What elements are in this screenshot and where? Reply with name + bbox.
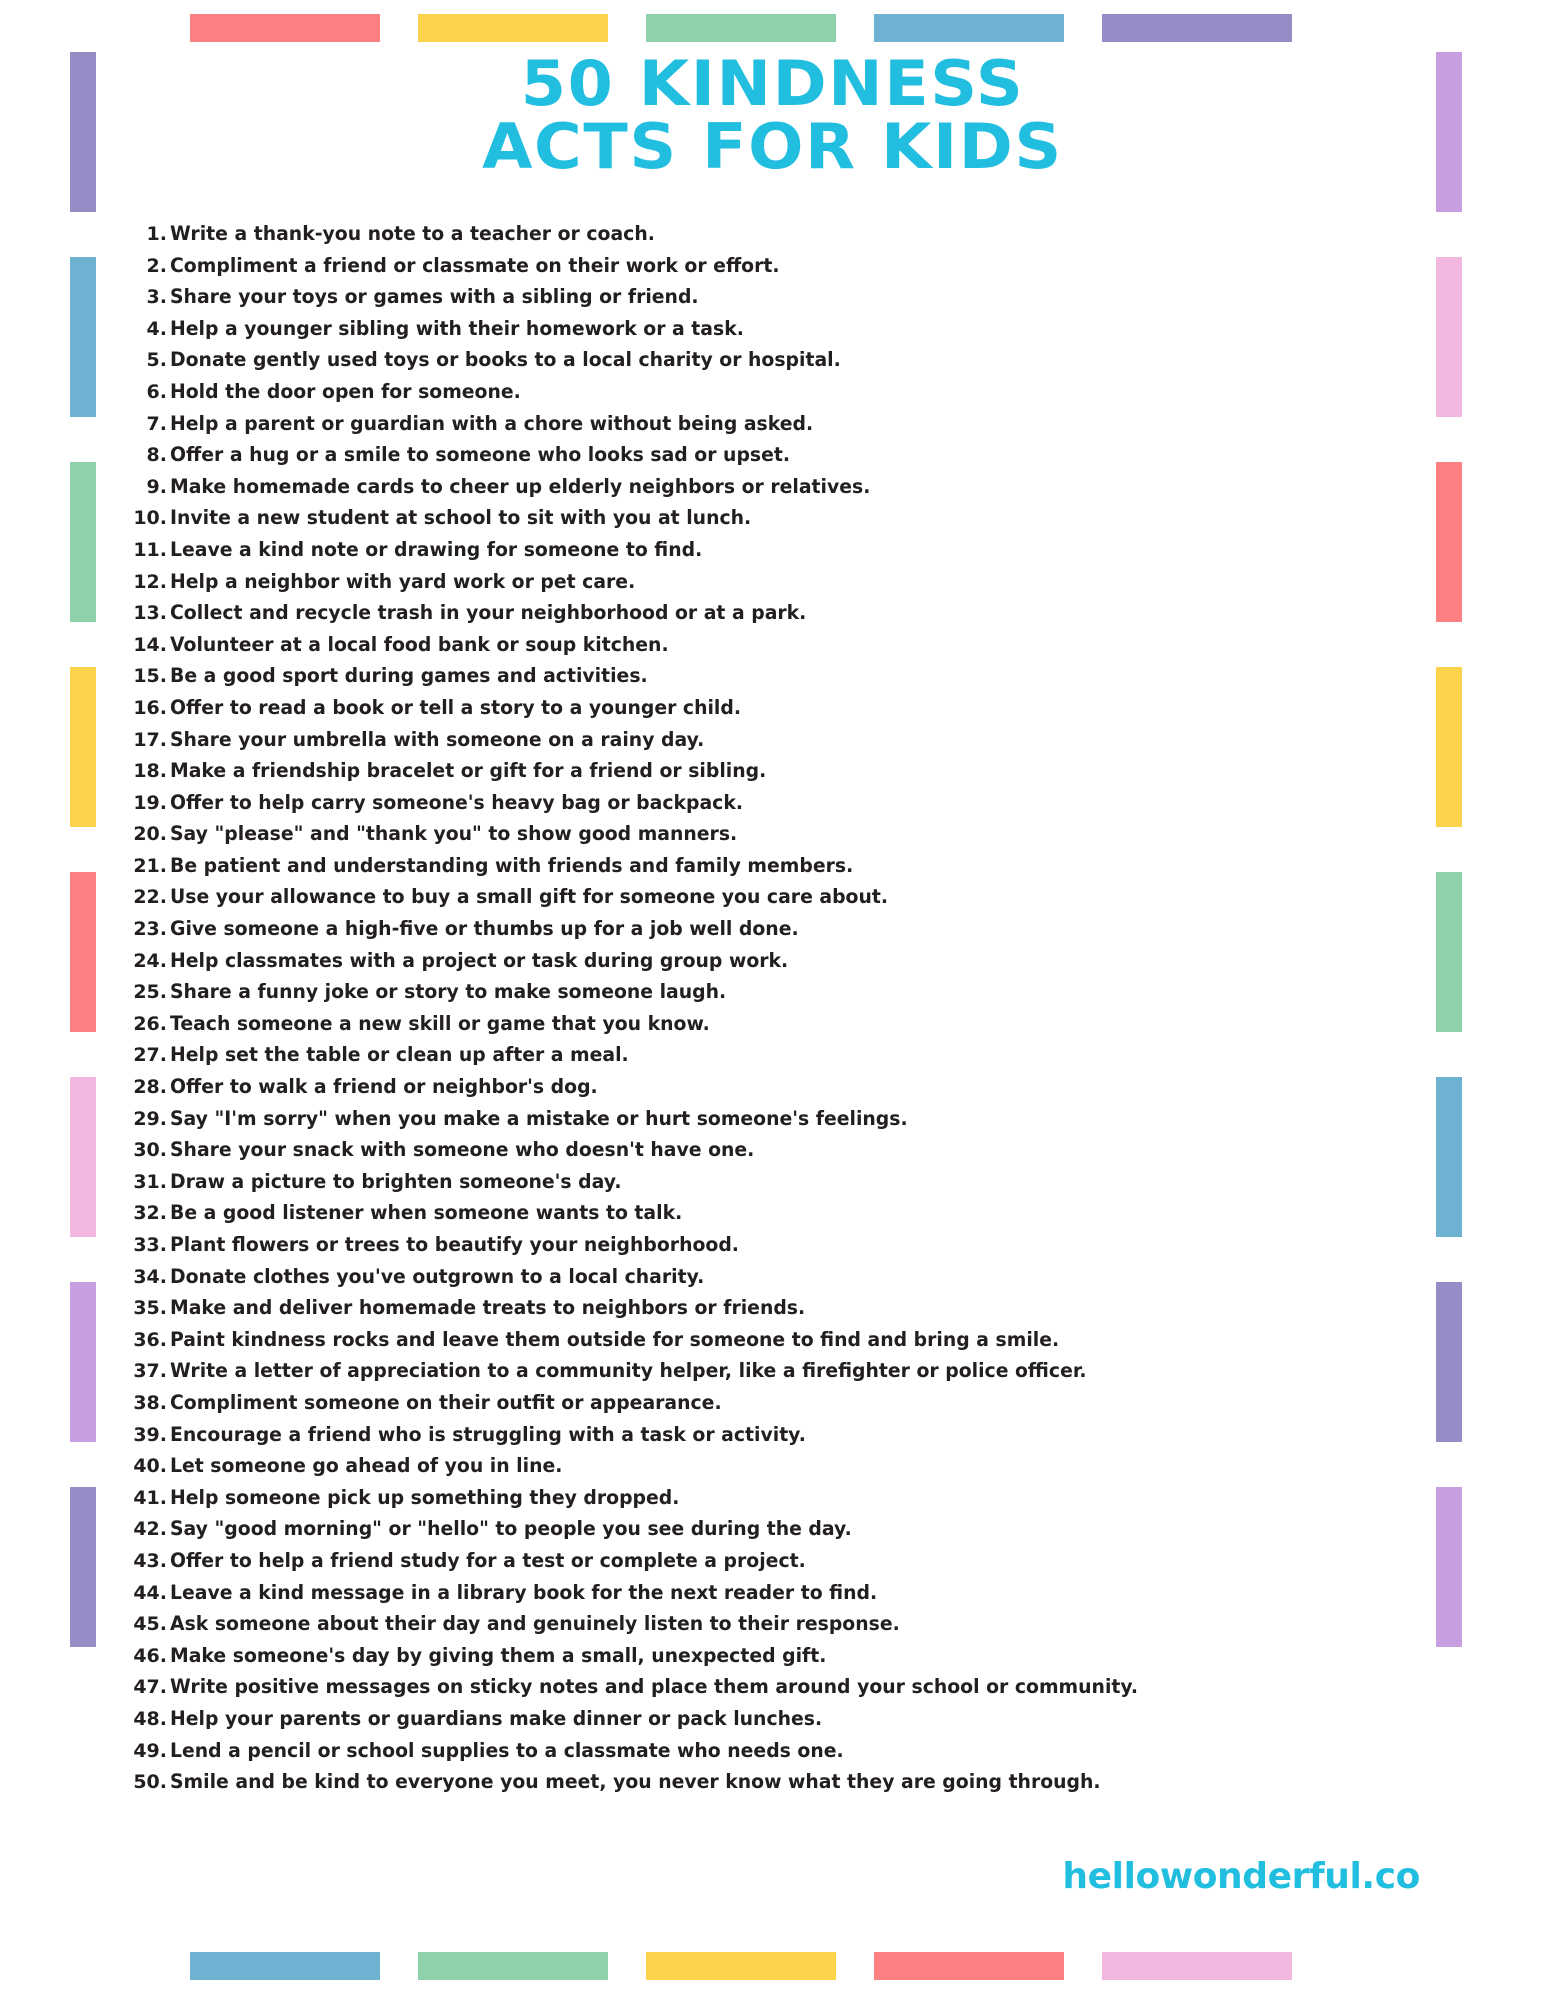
list-item (128, 1486, 1418, 1518)
list-item (128, 728, 1418, 760)
list-item-number: 38 . (128, 1392, 170, 1414)
list-item (128, 885, 1418, 917)
list-item-number: 36 . (128, 1329, 170, 1351)
list-item-number: 42 . (128, 1518, 170, 1540)
right-color-bar-3 (1436, 462, 1462, 622)
list-item-number: 37 . (128, 1360, 170, 1382)
list-item-number: 16 . (128, 697, 170, 719)
list-item (128, 1675, 1418, 1707)
list-item-number: 31 . (128, 1171, 170, 1193)
list-item (128, 917, 1418, 949)
list-item (128, 1581, 1418, 1613)
list-item-number: 10 . (128, 507, 170, 529)
list-item (128, 1707, 1418, 1739)
left-decorative-bar-column (66, 0, 100, 2000)
list-item-text: Offer to walk a friend or neighbor's dog. (170, 1075, 598, 1099)
list-item (128, 1612, 1418, 1644)
list-item (128, 1359, 1418, 1391)
list-item-number: 23 . (128, 918, 170, 940)
bottom-color-bar-4 (874, 1952, 1064, 1980)
left-color-bar-7 (70, 1282, 96, 1442)
bottom-color-bar-1 (190, 1952, 380, 1980)
list-item (128, 1296, 1418, 1328)
list-item-text: Compliment a friend or classmate on their work or effort. (170, 253, 780, 277)
list-item (128, 1107, 1418, 1139)
list-item-text: Offer a hug or a smile to someone who looks sad or upset. (170, 443, 791, 467)
list-item-text: Compliment someone on their outfit or appearance. (170, 1390, 722, 1414)
list-item (128, 412, 1418, 444)
list-item-text: Plant flowers or trees to beautify your neighborhood. (170, 1233, 739, 1256)
list-item-number: 27 . (128, 1044, 170, 1066)
list-item (128, 664, 1418, 696)
list-item-number: 13 . (128, 602, 170, 624)
top-color-bar-3 (646, 14, 836, 42)
list-item-text: Make a friendship bracelet or gift for a friend or sibling. (170, 759, 767, 783)
list-item-number: 7 . (128, 413, 170, 435)
list-item-number: 2 . (128, 255, 170, 277)
top-decorative-bar-row (0, 14, 1545, 44)
list-item-number: 43 . (128, 1550, 170, 1572)
list-item-number: 34 . (128, 1266, 170, 1288)
list-item-text: Say "I'm sorry" when you make a mistake or hurt someone's feelings. (170, 1106, 908, 1130)
list-item-text: Teach someone a new skill or game that you know. (170, 1011, 710, 1035)
right-color-bar-2 (1436, 257, 1462, 417)
list-item-text: Say "good morning" or "hello" to people you see during the day. (170, 1517, 852, 1541)
list-item (128, 570, 1418, 602)
list-item-number: 20 . (128, 823, 170, 845)
list-item (128, 1138, 1418, 1170)
bottom-color-bar-2 (418, 1952, 608, 1980)
list-item (128, 538, 1418, 570)
list-item-number: 1 . (128, 223, 170, 245)
list-item-text: Share your snack with someone who doesn't have one. (170, 1138, 755, 1162)
list-item-number: 18 . (128, 760, 170, 782)
list-item-number: 47 . (128, 1676, 170, 1698)
list-item-text: Paint kindness rocks and leave them outside for someone to find and bring a smile. (170, 1327, 1060, 1351)
top-color-bar-4 (874, 14, 1064, 42)
list-item-text: Lend a pencil or school supplies to a classmate who needs one. (170, 1738, 844, 1762)
list-item-number: 45 . (128, 1613, 170, 1635)
right-color-bar-7 (1436, 1282, 1462, 1442)
top-color-bar-1 (190, 14, 380, 42)
list-item-number: 22 . (128, 886, 170, 908)
list-item-text: Volunteer at a local food bank or soup kitchen. (170, 632, 669, 656)
list-item-text: Offer to help carry someone's heavy bag or backpack. (170, 790, 743, 814)
list-item-number: 32 . (128, 1202, 170, 1224)
list-item (128, 285, 1418, 317)
list-item (128, 317, 1418, 349)
left-color-bar-3 (70, 462, 96, 622)
list-item (128, 1170, 1418, 1202)
list-item (128, 1739, 1418, 1771)
list-item (128, 1043, 1418, 1075)
list-item (128, 1075, 1418, 1107)
list-item-text: Donate gently used toys or books to a local charity or hospital. (170, 348, 841, 372)
list-item (128, 1201, 1418, 1233)
list-item-text: Make homemade cards to cheer up elderly neighbors or relatives. (170, 474, 871, 498)
list-item-number: 8 . (128, 444, 170, 466)
kindness-acts-list-container (128, 222, 1418, 1802)
list-item-number: 21 . (128, 855, 170, 877)
list-item (128, 506, 1418, 538)
list-item-text: Help set the table or clean up after a meal. (170, 1043, 629, 1067)
list-item-number: 50 . (128, 1771, 170, 1793)
list-item-text: Ask someone about their day and genuinely listen to their response. (170, 1612, 900, 1636)
list-item-number: 35 . (128, 1297, 170, 1319)
list-item (128, 348, 1418, 380)
list-item-text: Donate clothes you've outgrown to a local charity. (170, 1264, 705, 1288)
list-item-text: Give someone a high-five or thumbs up for a job well done. (170, 917, 799, 941)
title-line-2: ACTS FOR KIDS (482, 110, 1063, 184)
right-color-bar-6 (1436, 1077, 1462, 1237)
list-item (128, 475, 1418, 507)
list-item-number: 17 . (128, 729, 170, 751)
list-item-text: Make someone's day by giving them a small, unexpected gift. (170, 1643, 827, 1667)
left-color-bar-4 (70, 667, 96, 827)
right-color-bar-8 (1436, 1487, 1462, 1647)
list-item-number: 24 . (128, 950, 170, 972)
list-item-text: Invite a new student at school to sit with you at lunch. (170, 506, 752, 530)
list-item (128, 222, 1418, 254)
list-item (128, 854, 1418, 886)
list-item (128, 1233, 1418, 1265)
list-item-text: Be a good listener when someone wants to talk. (170, 1201, 683, 1225)
list-item-number: 44 . (128, 1582, 170, 1604)
list-item-text: Write positive messages on sticky notes and place them around your school or community. (170, 1675, 1139, 1699)
list-item-text: Help your parents or guardians make dinner or pack lunches. (170, 1706, 823, 1730)
list-item-text: Use your allowance to buy a small gift for someone you care about. (170, 885, 889, 909)
list-item-text: Offer to read a book or tell a story to a younger child. (170, 695, 741, 719)
top-color-bar-2 (418, 14, 608, 42)
left-color-bar-2 (70, 257, 96, 417)
list-item (128, 1328, 1418, 1360)
list-item-number: 25 . (128, 981, 170, 1003)
top-color-bar-5 (1102, 14, 1292, 42)
list-item (128, 822, 1418, 854)
list-item-text: Write a thank-you note to a teacher or coach. (170, 222, 655, 245)
list-item (128, 1012, 1418, 1044)
list-item (128, 1770, 1418, 1802)
list-item (128, 601, 1418, 633)
list-item (128, 949, 1418, 981)
list-item-number: 41 . (128, 1487, 170, 1509)
list-item-number: 4 . (128, 318, 170, 340)
brand-footer: hellowonderful.co (1062, 1856, 1420, 1897)
list-item-text: Leave a kind message in a library book for the next reader to find. (170, 1580, 878, 1604)
list-item-number: 11 . (128, 539, 170, 561)
kindness-acts-list (128, 222, 1418, 1802)
list-item-text: Write a letter of appreciation to a community helper, like a firefighter or police officer. (170, 1359, 1087, 1383)
list-item (128, 380, 1418, 412)
list-item-number: 40 . (128, 1455, 170, 1477)
list-item-number: 46 . (128, 1645, 170, 1667)
bottom-color-bar-5 (1102, 1952, 1292, 1980)
bottom-color-bar-3 (646, 1952, 836, 1980)
list-item-number: 14 . (128, 634, 170, 656)
list-item-number: 3 . (128, 286, 170, 308)
left-color-bar-5 (70, 872, 96, 1032)
list-item-number: 5 . (128, 349, 170, 371)
list-item-text: Let someone go ahead of you in line. (170, 1454, 563, 1478)
list-item-text: Help someone pick up something they dropped. (170, 1485, 680, 1509)
list-item-text: Leave a kind note or drawing for someone to find. (170, 537, 703, 561)
title-line-1: 50 KINDNESS (520, 47, 1025, 120)
list-item-number: 9 . (128, 476, 170, 498)
list-item-text: Be a good sport during games and activities. (170, 664, 648, 688)
list-item-text: Help classmates with a project or task during group work. (170, 948, 789, 972)
list-item-text: Draw a picture to brighten someone's day. (170, 1169, 622, 1193)
list-item-number: 30 . (128, 1139, 170, 1161)
list-item-number: 49 . (128, 1740, 170, 1762)
list-item (128, 759, 1418, 791)
list-item-number: 15 . (128, 665, 170, 687)
list-item (128, 791, 1418, 823)
right-color-bar-5 (1436, 872, 1462, 1032)
list-item (128, 1517, 1418, 1549)
list-item (128, 633, 1418, 665)
list-item-text: Be patient and understanding with friends and family members. (170, 853, 854, 877)
list-item-text: Say "please" and "thank you" to show good manners. (170, 822, 738, 846)
list-item-text: Smile and be kind to everyone you meet, you never know what they are going through. (170, 1770, 1101, 1794)
list-item (128, 1549, 1418, 1581)
list-item-number: 48 . (128, 1708, 170, 1730)
list-item (128, 1265, 1418, 1297)
list-item (128, 1644, 1418, 1676)
list-item-text: Help a neighbor with yard work or pet care. (170, 569, 636, 593)
list-item-text: Share your umbrella with someone on a rainy day. (170, 727, 705, 751)
list-item-text: Make and deliver homemade treats to neighbors or friends. (170, 1296, 806, 1320)
list-item-number: 39 . (128, 1424, 170, 1446)
list-item-text: Help a younger sibling with their homework or a task. (170, 316, 744, 340)
list-item (128, 1423, 1418, 1455)
list-item (128, 443, 1418, 475)
list-item-number: 29 . (128, 1108, 170, 1130)
left-color-bar-6 (70, 1077, 96, 1237)
list-item (128, 254, 1418, 286)
list-item-text: Hold the door open for someone. (170, 379, 521, 403)
list-item-text: Encourage a friend who is struggling with a task or activity. (170, 1422, 806, 1446)
list-item-text: Offer to help a friend study for a test or complete a project. (170, 1548, 806, 1572)
list-item (128, 696, 1418, 728)
list-item-number: 26 . (128, 1013, 170, 1035)
list-item-number: 28 . (128, 1076, 170, 1098)
bottom-decorative-bar-row (0, 1952, 1545, 1982)
left-color-bar-8 (70, 1487, 96, 1647)
list-item-text: Share a funny joke or story to make someone laugh. (170, 980, 727, 1004)
list-item-text: Collect and recycle trash in your neighborhood or at a park. (170, 601, 807, 625)
right-color-bar-4 (1436, 667, 1462, 827)
list-item (128, 1454, 1418, 1486)
list-item-number: 19 . (128, 792, 170, 814)
right-decorative-bar-column (1432, 0, 1466, 2000)
list-item-number: 33 . (128, 1234, 170, 1256)
list-item-text: Help a parent or guardian with a chore without being asked. (170, 411, 814, 435)
page-title (0, 47, 1545, 184)
list-item-number: 12 . (128, 571, 170, 593)
list-item (128, 1391, 1418, 1423)
list-item-number: 6 . (128, 381, 170, 403)
list-item (128, 980, 1418, 1012)
list-item-text: Share your toys or games with a sibling or friend. (170, 285, 699, 309)
